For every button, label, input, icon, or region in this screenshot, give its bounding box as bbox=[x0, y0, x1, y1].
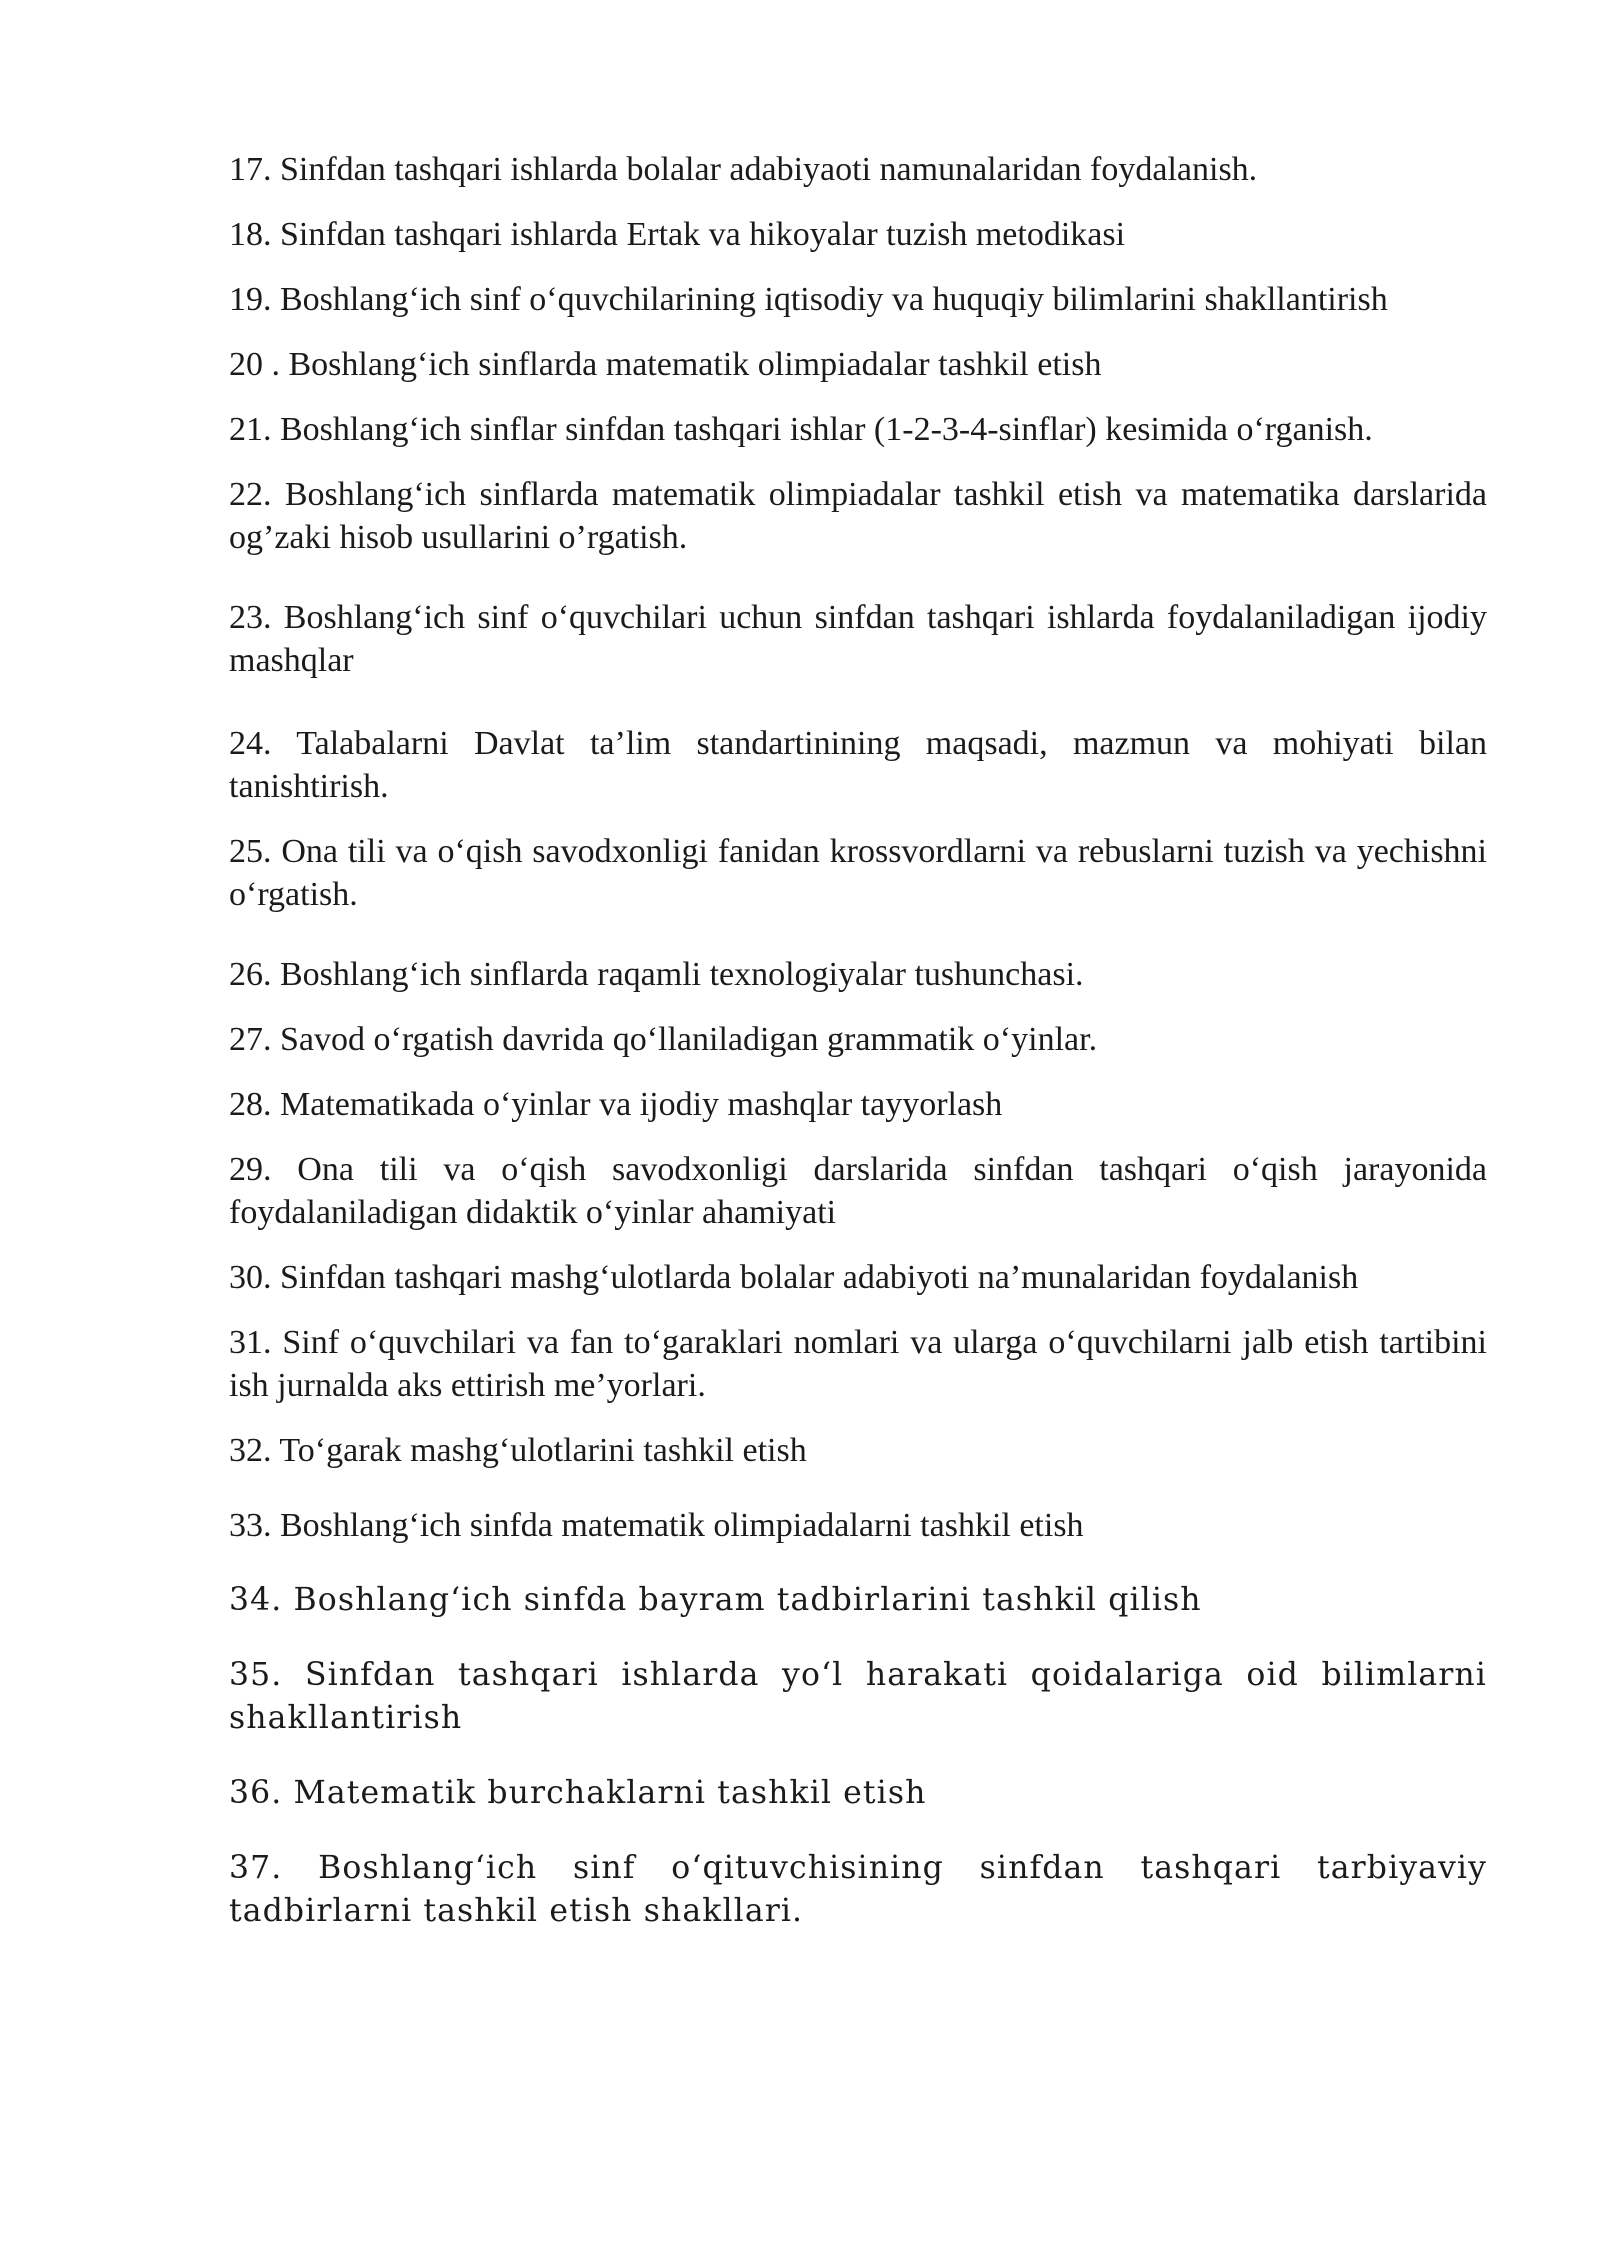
list-item: 23. Boshlang‘ich sinf o‘quvchilari uchun sinfdan tashqari ishlarda foydalaniladigan ijodiy mashqlar bbox=[229, 599, 1487, 679]
list-item: 25. Ona tili va o‘qish savodxonligi fanidan krossvordlarni va rebuslarni tuzish va yechishni o‘rgatish. bbox=[229, 833, 1487, 913]
list-item: 32. To‘garak mashg‘ulotlarini tashkil etish bbox=[229, 1432, 807, 1469]
list-item: 26. Boshlang‘ich sinflarda raqamli texnologiyalar tushunchasi. bbox=[229, 956, 1084, 993]
list-item: 28. Matematikada o‘yinlar va ijodiy mashqlar tayyorlash bbox=[229, 1086, 1003, 1123]
list-item: 17. Sinfdan tashqari ishlarda bolalar adabiyaoti namunalaridan foydalanish. bbox=[229, 151, 1258, 188]
list-item: 21. Boshlang‘ich sinflar sinfdan tashqari ishlar (1-2-3-4-sinflar) kesimida o‘rganish. bbox=[229, 411, 1373, 448]
list-item: 33. Boshlang‘ich sinfda matematik olimpiadalarni tashkil etish bbox=[229, 1507, 1084, 1544]
list-item: 31. Sinf o‘quvchilari va fan to‘garaklari nomlari va ularga o‘quvchilarni jalb etish tartibini ish jurnalda aks ettirish me’yorlari. bbox=[229, 1324, 1487, 1404]
list-item: 36. Matematik burchaklarni tashkil etish bbox=[229, 1775, 927, 1811]
list-item: 34. Boshlang‘ich sinfda bayram tadbirlarini tashkil qilish bbox=[229, 1582, 1202, 1618]
list-item: 19. Boshlang‘ich sinf o‘quvchilarining iqtisodiy va huquqiy bilimlarini shakllantirish bbox=[229, 281, 1388, 318]
list-item: 30. Sinfdan tashqari mashg‘ulotlarda bolalar adabiyoti na’munalaridan foydalanish bbox=[229, 1259, 1359, 1296]
list-item: 29. Ona tili va o‘qish savodxonligi darslarida sinfdan tashqari o‘qish jarayonida foydalaniladigan didaktik o‘yinlar ahamiyati bbox=[229, 1151, 1487, 1231]
list-item: 24. Talabalarni Davlat ta’lim standartinining maqsadi, mazmun va mohiyati bilan tanishtirish. bbox=[229, 725, 1487, 805]
list-item: 18. Sinfdan tashqari ishlarda Ertak va hikoyalar tuzish metodikasi bbox=[229, 216, 1126, 253]
list-item: 27. Savod o‘rgatish davrida qo‘llaniladigan grammatik o‘yinlar. bbox=[229, 1021, 1098, 1058]
list-item: 22. Boshlang‘ich sinflarda matematik olimpiadalar tashkil etish va matematika darslarida og’zaki hisob usullarini o’rgatish. bbox=[229, 476, 1487, 556]
list-item: 35. Sinfdan tashqari ishlarda yo‘l harakati qoidalariga oid bilimlarni shakllantirish bbox=[229, 1657, 1487, 1736]
list-item: 37. Boshlang‘ich sinf o‘qituvchisining sinfdan tashqari tarbiyaviy tadbirlarni tashkil etish shakllari. bbox=[229, 1850, 1487, 1929]
topic-list bbox=[229, 148, 1487, 1933]
list-item: 20 . Boshlang‘ich sinflarda matematik olimpiadalar tashkil etish bbox=[229, 346, 1102, 383]
